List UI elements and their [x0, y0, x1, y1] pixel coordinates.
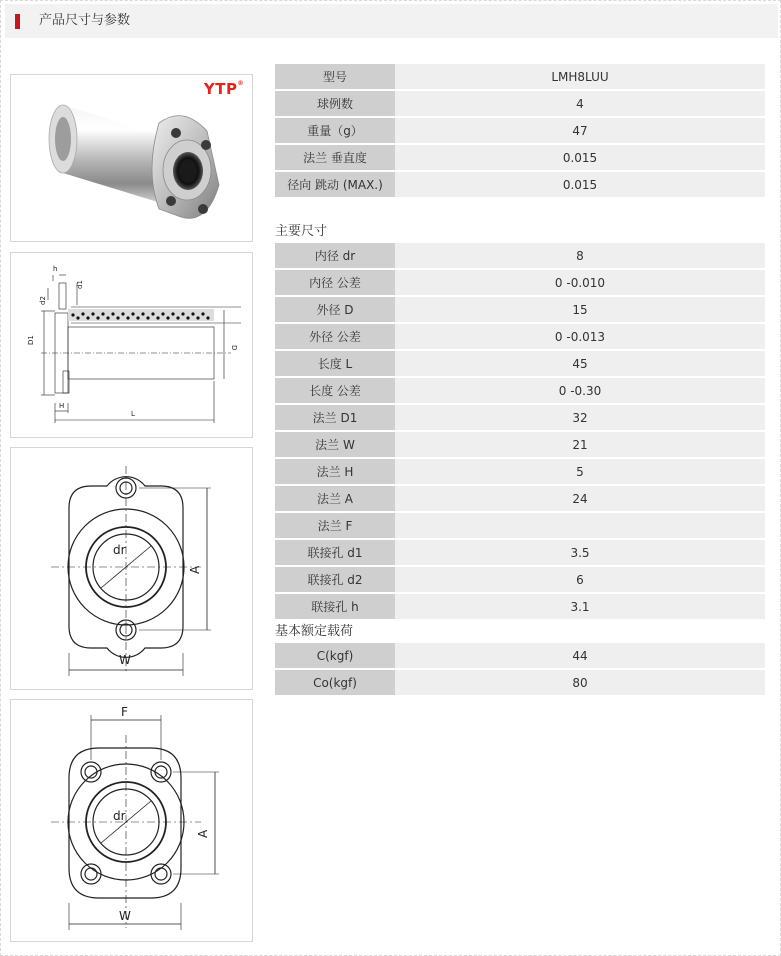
front-view-drawing-1 [10, 447, 253, 690]
dim-label-A: A [188, 565, 202, 574]
dim-label-A: A [196, 829, 210, 838]
row-label: 外径 D [275, 297, 395, 322]
bearing-photo-illustration [11, 75, 252, 241]
row-label: 法兰 W [275, 432, 395, 457]
row-label: 型号 [275, 64, 395, 89]
table-row [275, 486, 765, 511]
row-value: 5 [395, 459, 765, 484]
row-value: 3.1 [395, 594, 765, 619]
basic-spec-table [275, 64, 765, 199]
row-value: 45 [395, 351, 765, 376]
row-value: 6 [395, 567, 765, 592]
dim-label-h: h [53, 265, 58, 273]
table-row [275, 594, 765, 619]
dim-label-H: H [59, 402, 65, 410]
row-label: 内径 dr [275, 243, 395, 268]
row-label: 外径 公差 [275, 324, 395, 349]
row-label: 长度 公差 [275, 378, 395, 403]
row-label: C(kgf) [275, 643, 395, 668]
row-value: 0 -0.30 [395, 378, 765, 403]
row-label: 联接孔 d1 [275, 540, 395, 565]
row-label: 法兰 垂直度 [275, 145, 395, 170]
table-row [275, 91, 765, 116]
table-row [275, 567, 765, 592]
row-label: 内径 公差 [275, 270, 395, 295]
dim-label-d2: d2 [39, 296, 47, 305]
table-row [275, 351, 765, 376]
section-title: 产品尺寸与参数 [39, 13, 131, 28]
row-value: 80 [395, 670, 765, 695]
table-row [275, 270, 765, 295]
row-label: Co(kgf) [275, 670, 395, 695]
dim-label-W: W [119, 909, 131, 923]
dim-label-F: F [121, 705, 128, 719]
row-value: 0.015 [395, 145, 765, 170]
dim-label-D1: D1 [27, 335, 35, 345]
row-value: 0 -0.010 [395, 270, 765, 295]
row-value: 21 [395, 432, 765, 457]
section-drawing [10, 252, 253, 438]
table-row [275, 378, 765, 403]
row-value: 4 [395, 91, 765, 116]
table-row [275, 540, 765, 565]
row-label: 法兰 D1 [275, 405, 395, 430]
table-row [275, 405, 765, 430]
row-label: 法兰 A [275, 486, 395, 511]
main-dims-table [275, 243, 765, 621]
section-header [5, 4, 778, 38]
table-row [275, 297, 765, 322]
row-value: 8 [395, 243, 765, 268]
table-row [275, 643, 765, 668]
row-value: 24 [395, 486, 765, 511]
row-value: 32 [395, 405, 765, 430]
row-label: 重量（g） [275, 118, 395, 143]
row-value: 15 [395, 297, 765, 322]
load-ratings-table [275, 643, 765, 697]
dim-label-dr: dr [113, 809, 126, 823]
row-label: 球例数 [275, 91, 395, 116]
table-row [275, 432, 765, 457]
table-row [275, 670, 765, 695]
row-value: 0 -0.013 [395, 324, 765, 349]
row-label: 径向 跳动 (MAX.) [275, 172, 395, 197]
load-ratings-title: 基本额定载荷 [275, 624, 354, 639]
row-label: 联接孔 d2 [275, 567, 395, 592]
product-photo [10, 74, 253, 242]
table-row [275, 324, 765, 349]
table-row [275, 118, 765, 143]
table-row [275, 243, 765, 268]
main-dims-title: 主要尺寸 [275, 224, 328, 239]
row-value: 0.015 [395, 172, 765, 197]
row-value: 3.5 [395, 540, 765, 565]
row-label: 法兰 H [275, 459, 395, 484]
row-label: 长度 L [275, 351, 395, 376]
dim-label-dr: dr [113, 543, 126, 557]
dim-label-L: L [131, 410, 135, 418]
row-value [395, 513, 765, 538]
dim-label-W: W [119, 653, 131, 667]
header-accent-bar [15, 14, 20, 29]
dim-label-D: D [230, 345, 238, 351]
table-row [275, 172, 765, 197]
table-row [275, 513, 765, 538]
front-view-drawing-2 [10, 699, 253, 942]
row-label: 法兰 F [275, 513, 395, 538]
table-row [275, 64, 765, 89]
table-row [275, 459, 765, 484]
row-value: 47 [395, 118, 765, 143]
row-value: 44 [395, 643, 765, 668]
row-value: LMH8LUU [395, 64, 765, 89]
table-row [275, 145, 765, 170]
brand-logo: YTP® [203, 80, 244, 98]
dim-label-d1: d1 [76, 280, 84, 289]
row-label: 联接孔 h [275, 594, 395, 619]
